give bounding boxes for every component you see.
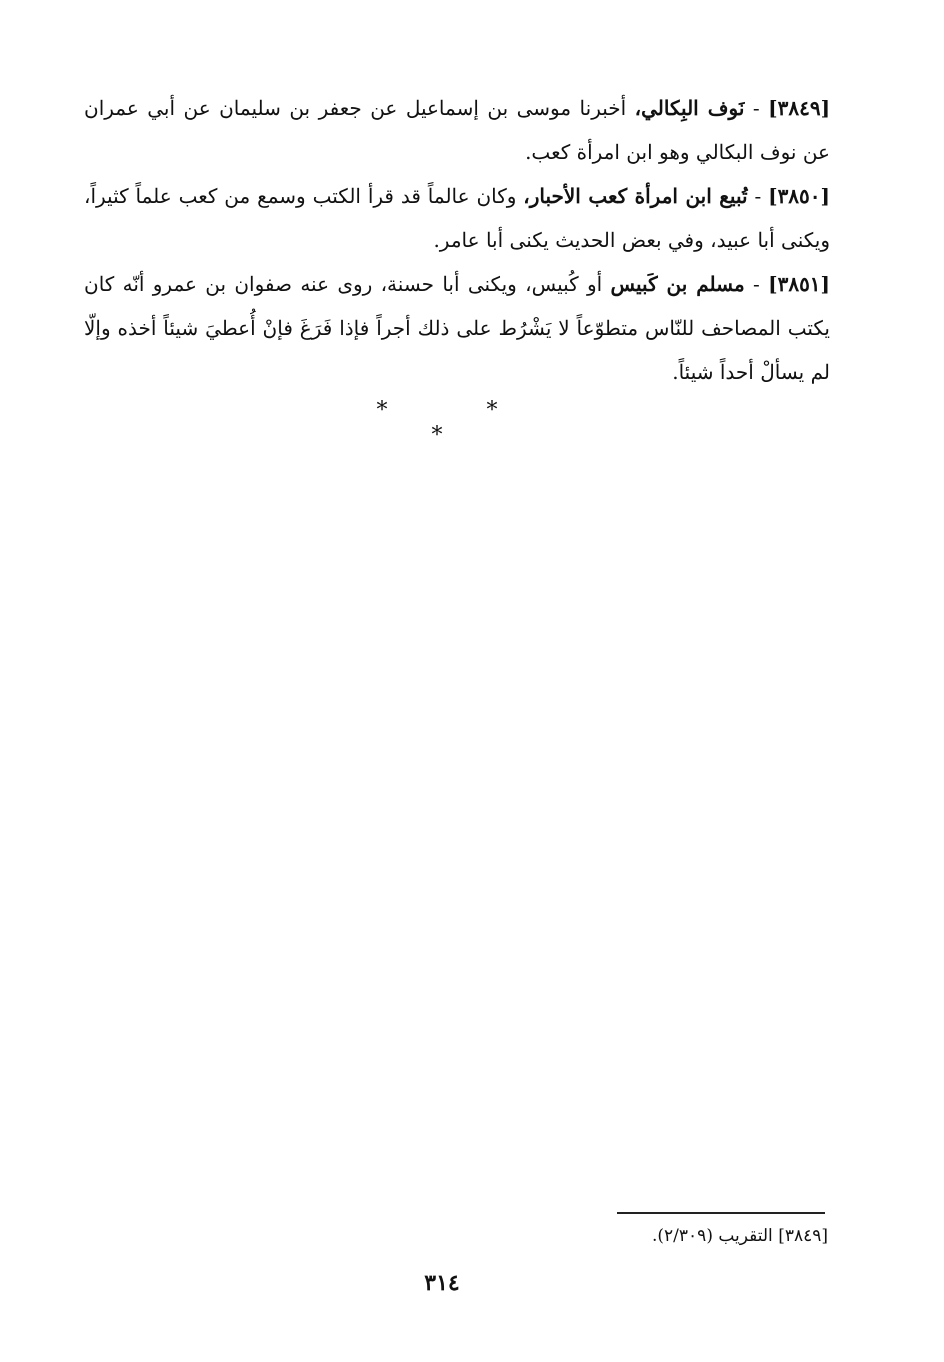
entries-block [84,86,830,394]
entry-number: [٣٨٥٠] [768,184,830,208]
entry-text: أو كُبيس، ويكنى أبا حسنة، روى عنه صفوان بن عمرو أنّه كان يكتب المصاحف للنّاس متطوّعاً لا يَشْرُط على ذلك أجراً فإذا فَرَغَ فإنْ أُعطيَ شيئاً أخذه وإلّا لم يسألْ أحداً شيئاً. [84,272,830,384]
entry-name: نَوف البِكالي، [634,96,745,120]
entry-name: تُبيع ابن امرأة كعب الأحبار، [523,184,748,208]
entry-number: [٣٨٥١] [768,272,831,296]
entry [84,262,830,394]
page-number: ٣١٤ [424,1270,460,1296]
entry-name: مسلم بن كَبيس [610,272,745,296]
footnote-divider [617,1212,825,1214]
entry-text: وكان عالماً قد قرأ الكتب وسمع من كعب علماً كثيراً، ويكنى أبا عبيد، وفي بعض الحديث يكنى أبا عامر. [84,184,830,252]
section-separator: * * * [376,398,544,448]
footnote: [٣٨٤٩] التقريب (٢/٣٠٩). [652,1226,828,1246]
entry-dash: - [752,96,760,120]
entry-dash: - [754,184,762,208]
entry-dash: - [753,272,760,296]
entry [84,86,830,174]
entry-text: أخبرنا موسى بن إسماعيل عن جعفر بن سليمان عن أبي عمران عن نوف البكالي وهو ابن امرأة كعب. [84,96,830,164]
entry-number: [٣٨٤٩] [768,96,831,120]
entry [84,174,830,262]
